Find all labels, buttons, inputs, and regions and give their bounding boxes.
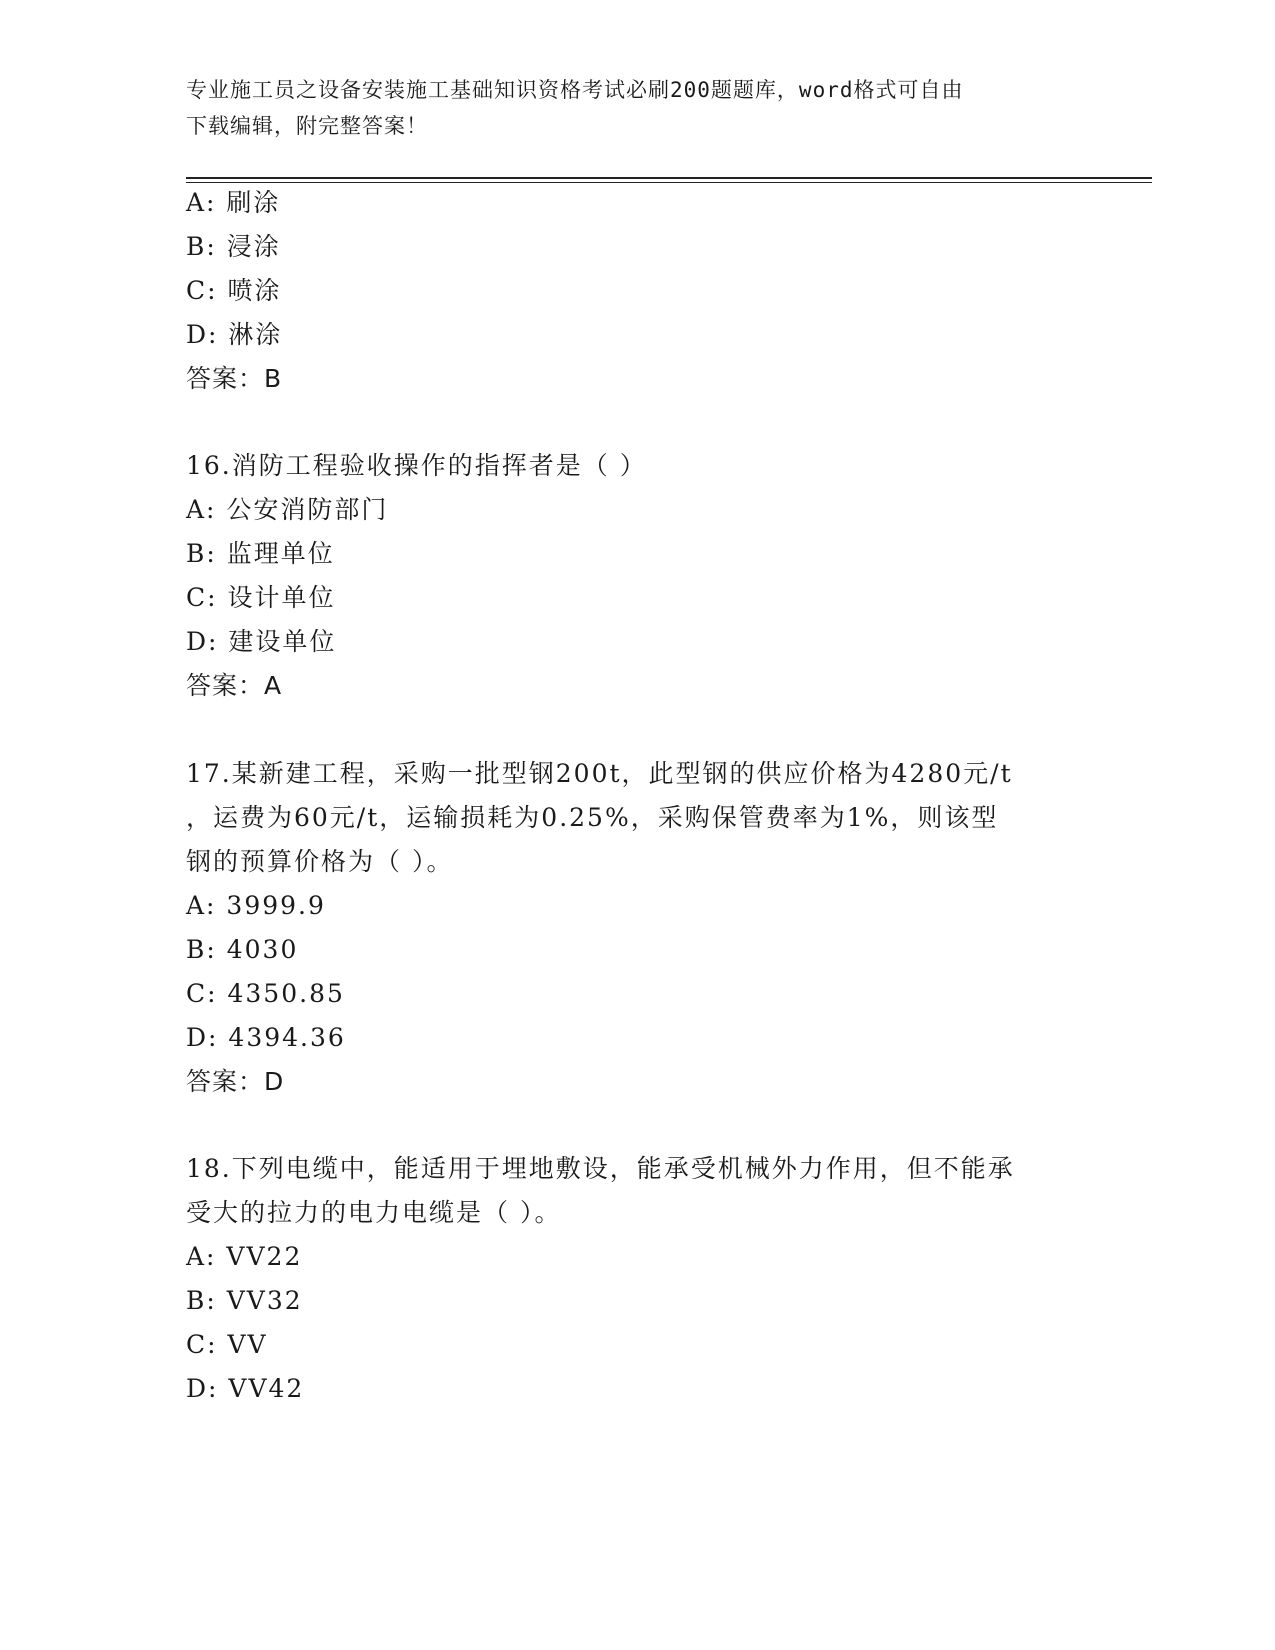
q18-stem-line-1: 18.下列电缆中，能适用于埋地敷设，能承受机械外力作用，但不能承 (186, 1154, 1015, 1183)
q16-answer: 答案：A (186, 671, 283, 700)
q16-option-c: C: 设计单位 (186, 583, 336, 612)
document-header (186, 72, 1086, 144)
q15-option-c: C: 喷涂 (186, 276, 282, 305)
q17-option-b: B: 4030 (186, 935, 299, 964)
header-line-2: 下载编辑，附完整答案！ (186, 114, 428, 138)
q18-option-a: A: VV22 (186, 1242, 303, 1271)
q15-option-a: A: 刷涂 (186, 188, 281, 217)
q15-answer: 答案：B (186, 364, 283, 393)
q15-option-b: B: 浸涂 (186, 232, 281, 261)
q17-option-d: D: 4394.36 (186, 1023, 346, 1052)
q18-option-b: B: VV32 (186, 1286, 303, 1315)
q18-option-c: C: VV (186, 1330, 268, 1359)
q18-stem-line-2: 受大的拉力的电力电缆是（ ）。 (186, 1198, 562, 1227)
q17-answer: 答案：D (186, 1067, 285, 1096)
q17-stem-line-2: ，运费为60元/t，运输损耗为0.25%，采购保管费率为1%，则该型 (186, 803, 999, 832)
header-line-1: 专业施工员之设备安装施工基础知识资格考试必刷200题题库，word格式可自由 (186, 78, 964, 102)
q18-option-d: D: VV42 (186, 1374, 305, 1403)
q16-option-d: D: 建设单位 (186, 627, 337, 656)
q17-stem-line-1: 17.某新建工程，采购一批型钢200t，此型钢的供应价格为4280元/t (186, 759, 1013, 788)
q17-stem-line-3: 钢的预算价格为（ ）。 (186, 847, 454, 876)
header-rule-thin (186, 182, 1152, 183)
q16-stem-line-1: 16.消防工程验收操作的指挥者是（ ） (186, 451, 647, 480)
q16-option-a: A: 公安消防部门 (186, 495, 389, 524)
q17-option-a: A: 3999.9 (186, 891, 326, 920)
q15-option-d: D: 淋涂 (186, 320, 283, 349)
header-rule-thick (186, 177, 1152, 179)
q16-option-b: B: 监理单位 (186, 539, 335, 568)
q17-option-c: C: 4350.85 (186, 979, 345, 1008)
